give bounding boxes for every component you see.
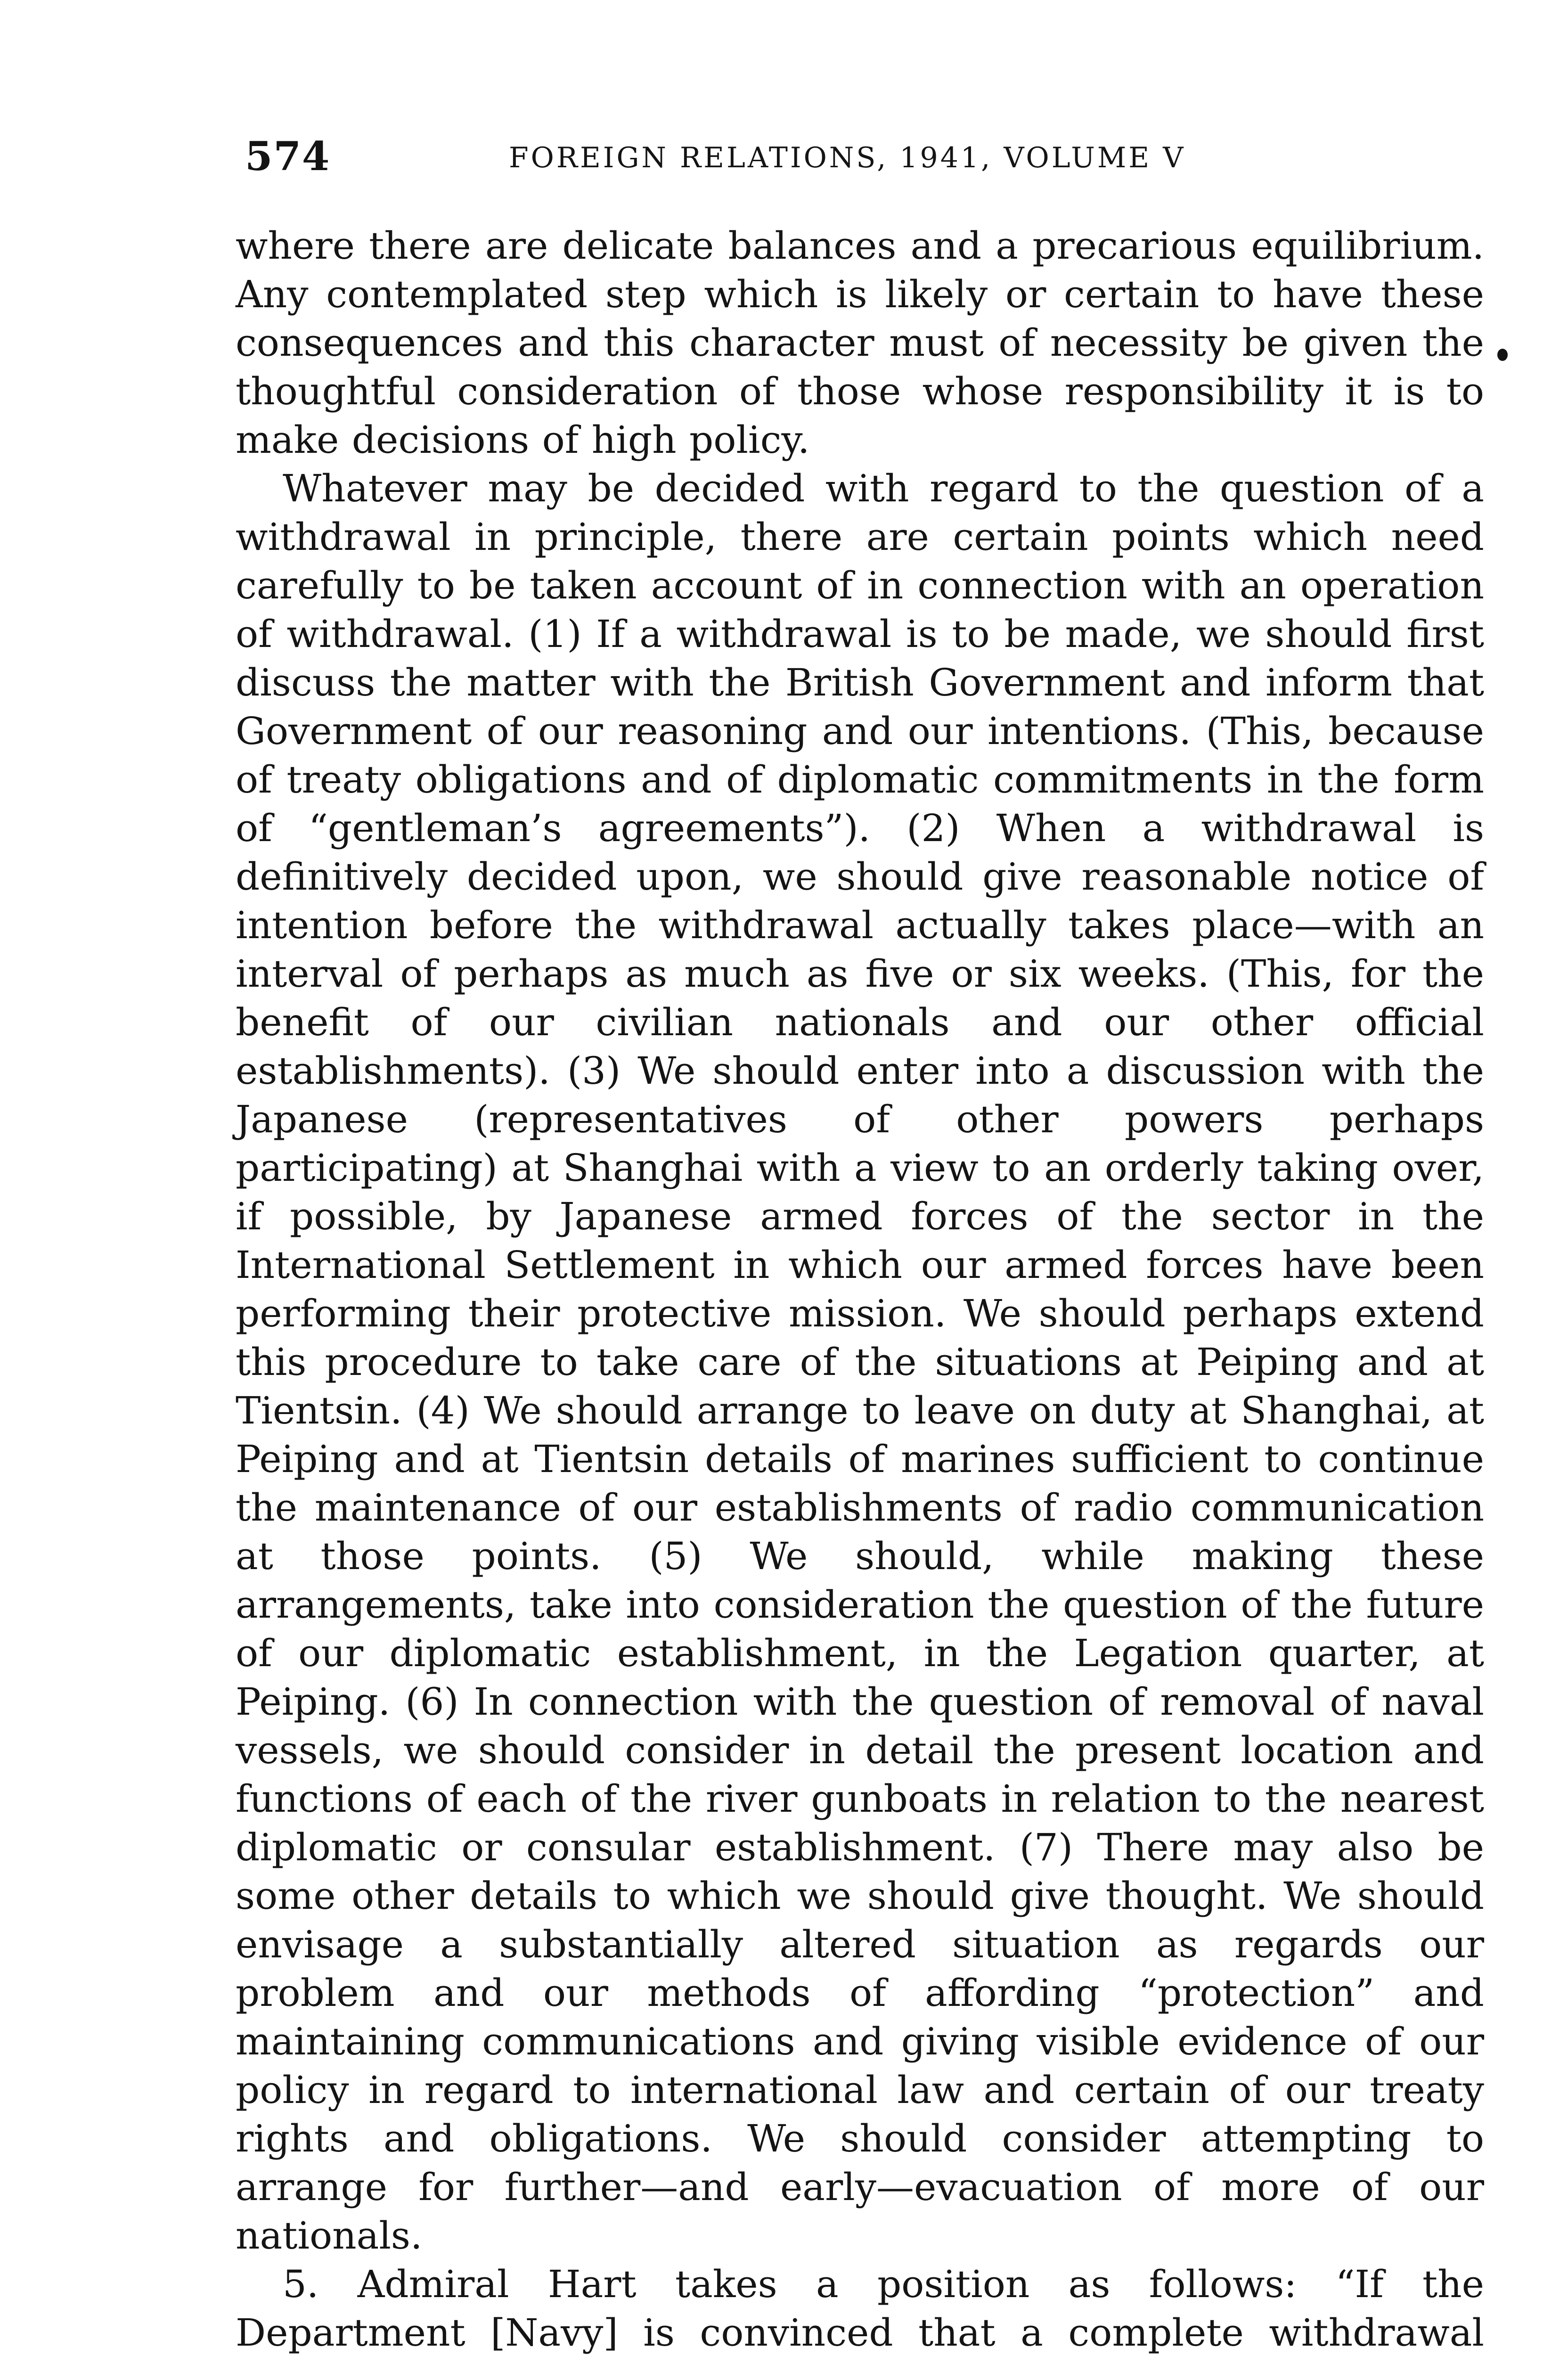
margin-dot-mark bbox=[1497, 349, 1508, 361]
paragraph-admiral-hart: 5. Admiral Hart takes a position as follows: “If the Department [Navy] is convinced that a complete withdrawal bbox=[236, 2262, 1484, 2355]
page-number: 574 bbox=[245, 133, 331, 180]
paragraph-continuation: where there are delicate balances and a precarious equilibrium. Any contemplated step which is likely or certain to have these consequences and this character must of necessity be given the thoughtful consideration of those whose responsibility it is to make decisions of high policy. bbox=[236, 224, 1484, 462]
running-head: FOREIGN RELATIONS, 1941, VOLUME V bbox=[509, 141, 1186, 174]
paragraph-withdrawal-points: Whatever may be decided with regard to the question of a withdrawal in principle, there are certain points which need carefully to be taken account of in connection with an operation of withdrawal. (1) If a withdrawal is to be made, we should first discuss the matter with the British Government and inform that Government of our reasoning and our intentions. (This, because of treaty obligations and of diplomatic commitments in the form of “gentleman’s agreements”). (2) When a withdrawal is definitively decided upon, we should give reasonable notice of intention before the withdrawal actually takes place—with an interval of perhaps as much as five or six weeks. (This, for the benefit of our civilian nationals and our other official establishments). (3) We should enter into a discussion with the Japanese (representatives of other powers perhaps participating) at Shanghai with a view to an orderly taking over, if possible, by Japanese armed forces of the sector in the International Settlement in which our armed forces have been performing their protective mission. We should perhaps extend this procedure to take care of the situations at Peiping and at Tientsin. (4) We should arrange to leave on duty at Shanghai, at Peiping and at Tientsin details of marines sufficient to continue the maintenance of our establishments of radio communication at those points. (5) We should, while making these arrangements, take into consideration the question of the future of our diplomatic establishment, in the Legation quarter, at Peiping. (6) In connection with the question of removal of naval vessels, we should consider in detail the present location and functions of each of the river gunboats in relation to the nearest diplomatic or consular establishment. (7) There may also be some other details to which we should give thought. We should envisage a substantially altered situation as regards our problem and our methods of affording “protection” and maintaining communications and giving visible evidence of our policy in regard to international law and certain of our treaty rights and obligations. We should consider attempting to arrange for further—and early—evacuation of more of our nationals. bbox=[236, 466, 1484, 2258]
body-text bbox=[236, 221, 1484, 2356]
page-header bbox=[245, 133, 1376, 189]
